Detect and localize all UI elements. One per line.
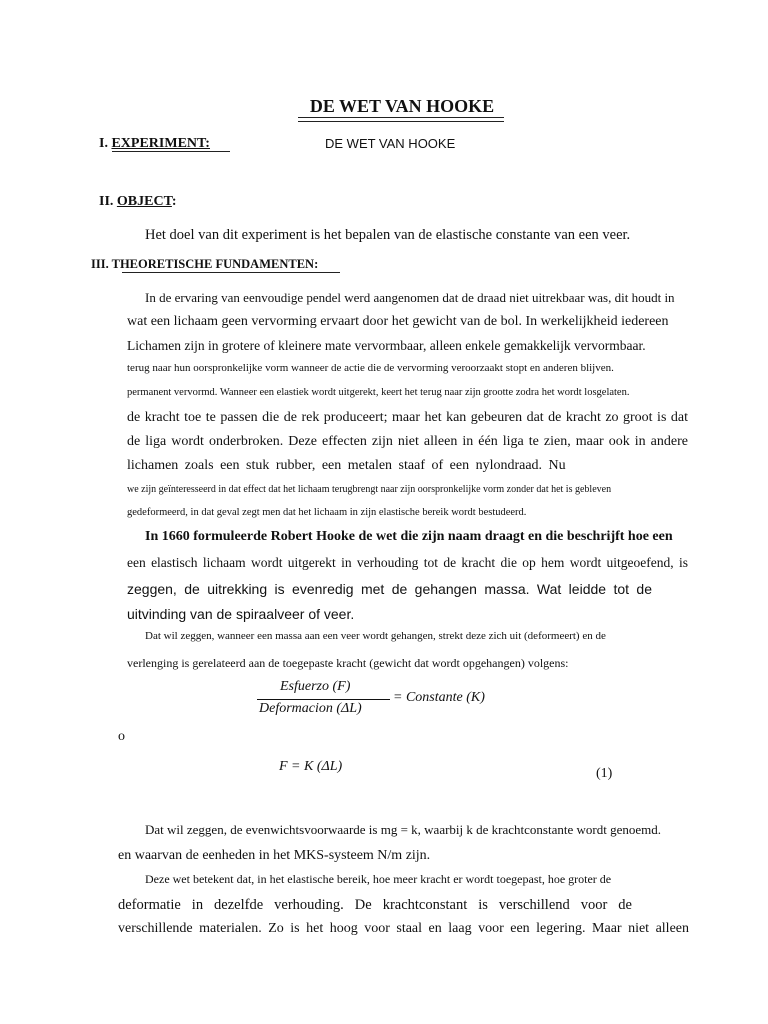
closing-line: en waarvan de eenheden in het MKS-systeem N/m zijn. (118, 848, 431, 863)
closing-line: verschillende materialen. Zo is het hoog voor staal en laag voor een legering. Maar niet alleen (118, 921, 689, 936)
section-number: I. (99, 136, 112, 151)
equation-hooke: F = K (ΔL) (279, 759, 343, 774)
section-heading: EXPERIMENT: (111, 136, 210, 151)
fundamentals-underline (122, 272, 340, 273)
closing-line: Dat wil zeggen, de evenwichtsvoorwaarde is mg = k, waarbij k de krachtconstante wordt genoemd. (145, 822, 661, 837)
experiment-value: DE WET VAN HOOKE (325, 136, 456, 151)
closing-line: Deze wet betekent dat, in het elastische bereik, hoe meer kracht er wordt toegepast, hoe groter de (145, 872, 612, 886)
equation-denominator: Deformacion (ΔL) (259, 701, 362, 716)
section-number: II. (99, 194, 117, 209)
mass-line: Dat wil zeggen, wanneer een massa aan een veer wordt gehangen, strekt deze zich uit (deformeert) en de (145, 630, 606, 642)
fraction-bar (257, 699, 390, 700)
paragraph-line: wat een lichaam geen vervorming ervaart door het gewicht van de bol. In werkelijkheid iedereen (127, 314, 669, 329)
paragraph-line: gedeformeerd, in dat geval zegt men dat het lichaam in zijn elastische bereik wordt bestudeerd. (127, 507, 527, 518)
paragraph-line: terug naar hun oorspronkelijke vorm wanneer de actie die de vervorming veroorzaakt stopt en anderen blijven. (127, 362, 614, 374)
paragraph-line: de kracht toe te passen die de rek produceert; maar het kan gebeuren dat de kracht zo groot is dat (127, 410, 688, 425)
or-word: o (118, 729, 125, 744)
title-underline-1 (298, 117, 504, 118)
hooke-line: een elastisch lichaam wordt uitgerekt in verhouding tot de kracht die op hem wordt uitgeoefend, is (127, 555, 688, 570)
hooke-line: uitvinding van de spiraalveer of veer. (127, 606, 355, 622)
object-text: Het doel van dit experiment is het bepalen van de elastische constante van een veer. (145, 227, 631, 243)
paragraph-line: Lichamen zijn in grotere of kleinere mate vervormbaar, alleen enkele gemakkelijk vervormbaar. (127, 338, 646, 353)
paragraph-line: lichamen zoals een stuk rubber, een metalen staaf of een nylondraad. Nu (127, 458, 566, 473)
equation-number: (1) (596, 766, 613, 781)
paragraph-line: we zijn geïnteresseerd in dat effect dat het lichaam terugbrengt naar zijn oorspronkelijke vorm zonder dat het is gebleven (127, 484, 612, 495)
equation-numerator: Esfuerzo (F) (280, 679, 351, 694)
equation-rhs: = Constante (K) (393, 690, 485, 705)
page-title: DE WET VAN HOOKE (309, 96, 495, 116)
mass-line: verlenging is gerelateerd aan de toegepaste kracht (gewicht dat wordt opgehangen) volgens: (127, 656, 569, 670)
experiment-underline (112, 151, 230, 152)
section-experiment (99, 136, 210, 152)
hooke-line: zeggen, de uitrekking is evenredig met de gehangen massa. Wat leidde tot de (127, 581, 652, 597)
section-object (99, 194, 177, 210)
title-underline-2 (298, 121, 504, 122)
paragraph-line: de liga wordt onderbroken. Deze effecten zijn niet alleen in één liga te zien, maar ook in andere (127, 434, 688, 449)
closing-line: deformatie in dezelfde verhouding. De krachtconstant is verschillend voor de (118, 897, 632, 913)
section-fundamentals: III. THEORETISCHE FUNDAMENTEN: (91, 257, 319, 271)
hooke-line: In 1660 formuleerde Robert Hooke de wet die zijn naam draagt en die beschrijft hoe een (145, 529, 673, 544)
paragraph-line: In de ervaring van eenvoudige pendel werd aangenomen dat de draad niet uitrekbaar was, dit houdt in (145, 290, 675, 305)
section-heading: OBJECT (116, 194, 172, 209)
section-colon: : (171, 194, 177, 209)
paragraph-line: permanent vervormd. Wanneer een elastiek wordt uitgerekt, keert het terug naar zijn grootte zodra het wordt losgelaten. (127, 387, 630, 398)
